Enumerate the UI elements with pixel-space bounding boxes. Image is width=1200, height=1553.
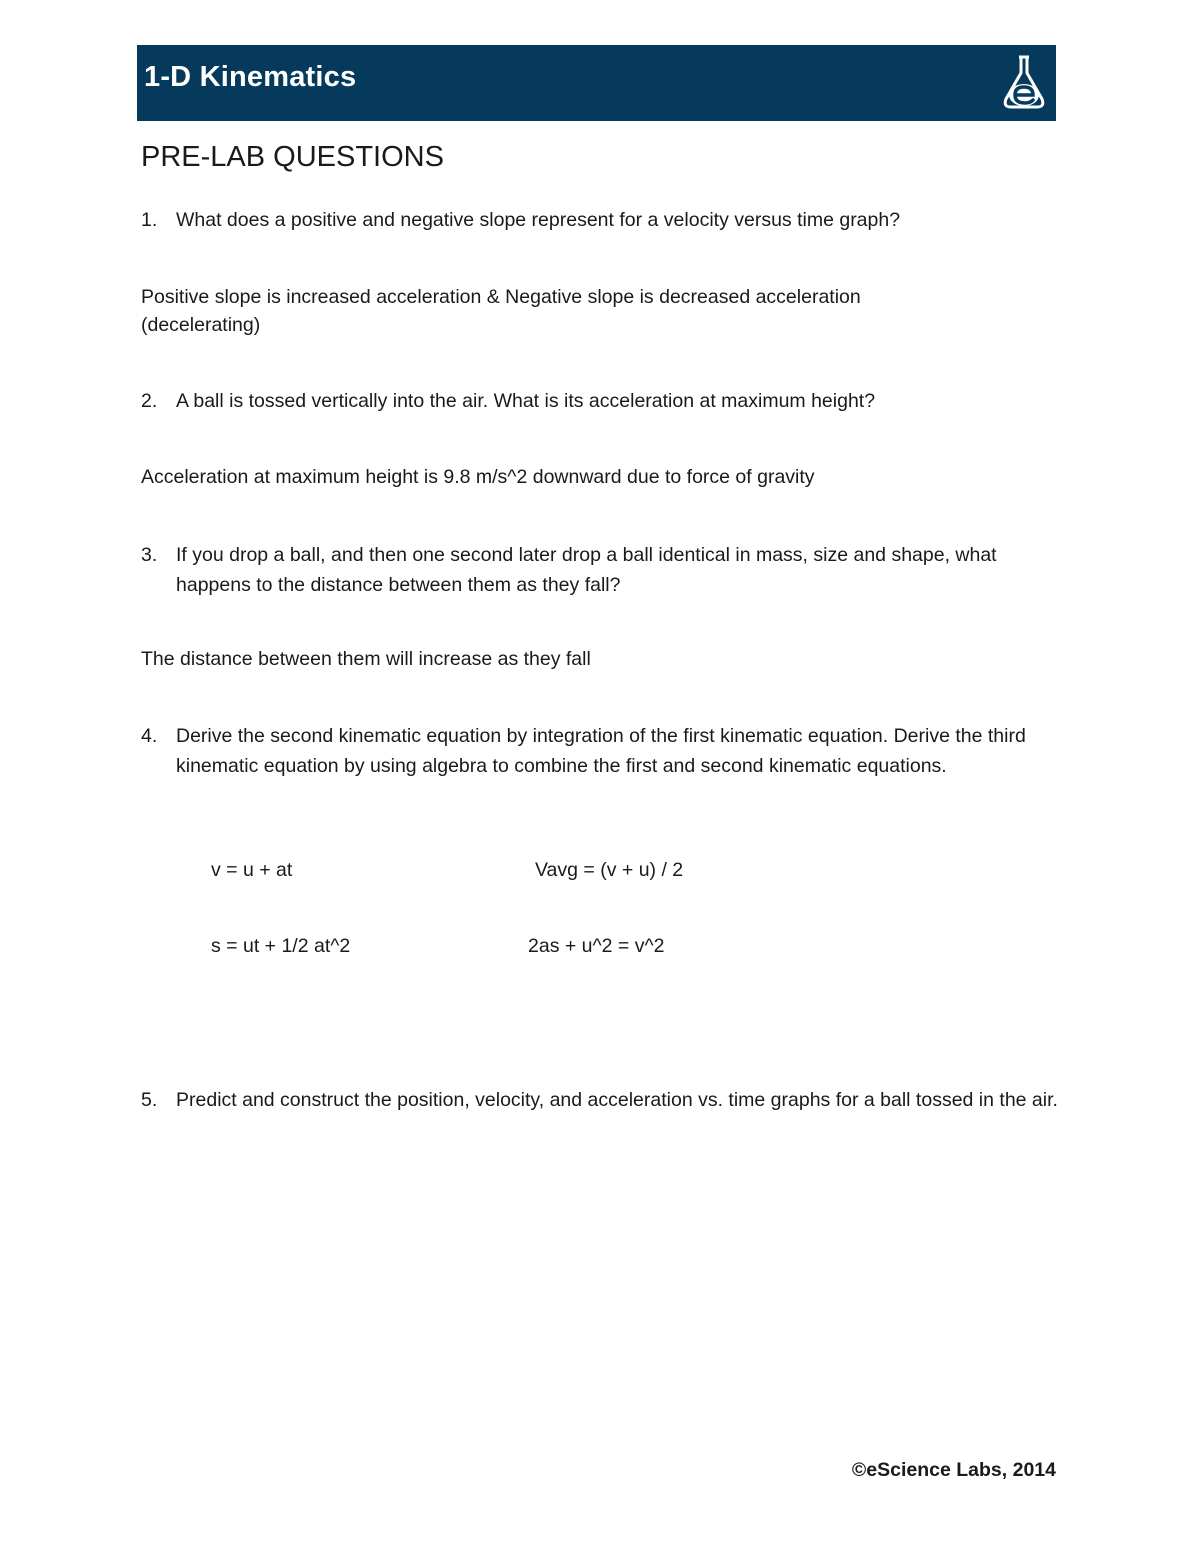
question-text: Predict and construct the position, velocity, and acceleration vs. time graphs for a ball tossed in the air. [176,1089,1058,1111]
answer-1: Positive slope is increased acceleration & Negative slope is decreased acceleration (decelerating) [141,286,861,336]
question-text: What does a positive and negative slope represent for a velocity versus time graph? [176,209,901,231]
question-text: If you drop a ball, and then one second later drop a ball identical in mass, size and shape, what happens to the distance between them as they fall? [176,544,997,596]
equation-first: v = u + at [211,859,293,881]
equation-second: s = ut + 1/2 at^2 [211,935,351,957]
copyright-footer: ©eScience Labs, 2014 [851,1459,1056,1481]
flask-e-icon [1000,53,1048,113]
header-bar [137,45,1056,121]
equation-average-velocity: Vavg = (v + u) / 2 [535,859,684,881]
question-text: Derive the second kinematic equation by integration of the first kinematic equation. Derive the third kinematic equation by using algebra to combine the first and second kinematic equations. [176,725,1026,777]
question-number: 1. [141,209,158,231]
section-title: PRE-LAB QUESTIONS [141,141,444,173]
question-number: 2. [141,390,158,412]
question-number: 4. [141,725,158,747]
page-title: 1-D Kinematics [144,61,357,93]
question-number: 3. [141,544,158,566]
answer-2: Acceleration at maximum height is 9.8 m/s^2 downward due to force of gravity [141,466,815,488]
question-number: 5. [141,1089,158,1111]
answer-3: The distance between them will increase as they fall [141,648,591,670]
equation-third: 2as + u^2 = v^2 [528,935,665,957]
question-text: A ball is tossed vertically into the air. What is its acceleration at maximum height? [176,390,876,412]
